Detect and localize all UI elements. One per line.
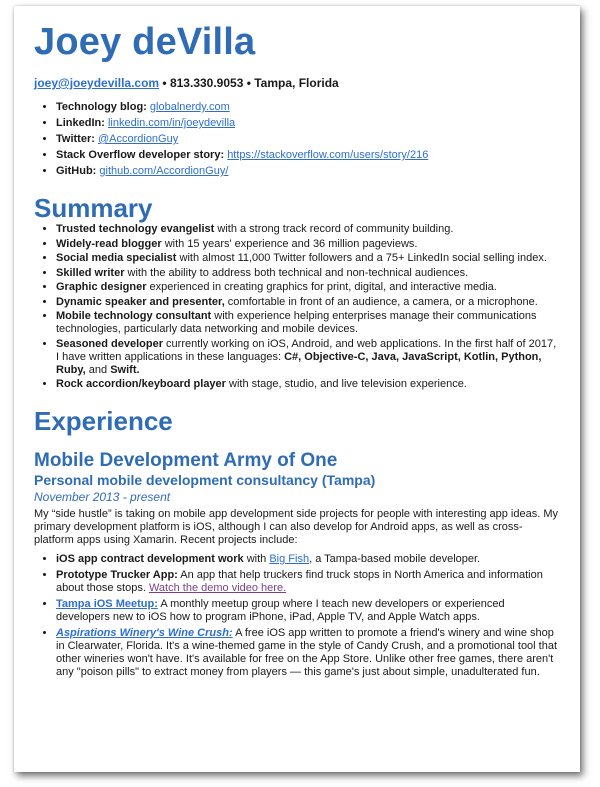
project-item: • Tampa iOS Meetup: A monthly meetup group where I teach new developers or experienced developers new to iOS how to program iPhone, iPad, Apple TV, and Apple Watch apps. <box>56 598 560 624</box>
summary-heading: Summary <box>34 193 153 223</box>
stackoverflow-link[interactable]: https://stackoverflow.com/users/story/216 <box>227 149 429 161</box>
blog-link[interactable]: globalnerdy.com <box>149 101 230 113</box>
github-link[interactable]: github.com/AccordionGuy/ <box>99 165 229 177</box>
email-link[interactable]: joey@joeydevilla.com <box>34 76 160 90</box>
summary-item: • Skilled writer with the ability to address both technical and non-technical audiences. <box>56 267 560 280</box>
job-subtitle: Personal mobile development consultancy (Tampa) <box>34 472 376 488</box>
resume-name: Joey deVilla <box>34 21 256 63</box>
contact-line <box>34 76 560 91</box>
summary-item: • Graphic designer experienced in creating graphics for print, digital, and interactive media. <box>56 281 560 294</box>
job-title: Mobile Development Army of One <box>34 450 338 471</box>
resume-page <box>14 6 580 772</box>
job-intro: My “side hustle” is taking on mobile app development side projects for people with interesting app ideas. My primary development platform is iOS, although I can also develop for Android apps, as well as cross-platform apps using Xamarin. Recent projects include: <box>34 508 558 546</box>
link-item-linkedin: • LinkedIn: linkedin.com/in/joeydevilla <box>56 117 560 130</box>
profile-links <box>34 101 560 178</box>
link-item-blog: • Technology blog: globalnerdy.com <box>56 101 560 114</box>
summary-item: • Social media specialist with almost 11,000 Twitter followers and a 75+ LinkedIn social selling index. <box>56 252 560 265</box>
wine-crush-link[interactable]: Aspirations Winery's Wine Crush: <box>56 627 233 639</box>
link-item-github: • GitHub: github.com/AccordionGuy/ <box>56 165 560 178</box>
experience-heading: Experience <box>34 406 173 436</box>
project-item: • Prototype Trucker App: An app that help truckers find truck stops in North America and information about those stops. Watch the demo video here. <box>56 569 560 595</box>
summary-item-developer: • Seasoned developer currently working on iOS, Android, and web applications. In the first half of 2017, I have written applications in these languages: C#, Objective-C, Java, JavaScript, Kotlin, Python, Ruby, and Swift. <box>56 338 560 377</box>
summary-item: • Rock accordion/keyboard player with stage, studio, and live television experience. <box>56 378 560 391</box>
tampa-ios-meetup-link[interactable]: Tampa iOS Meetup: <box>56 598 158 610</box>
projects-list <box>34 553 560 679</box>
phone-location: • 813.330.9053 • Tampa, Florida <box>159 76 339 90</box>
summary-list <box>34 223 560 391</box>
project-item: • Aspirations Winery's Wine Crush: A free iOS app written to promote a friend's winery and wine shop in Clearwater, Florida. It's a wine-themed game in the style of Candy Crush, and a promotional tool that other wineries won't have. It's available for free on the App Store. Unlike other free games, there aren't any "poison pills" to extract money from players — this game's just about simple, unadulterated fun. <box>56 627 560 679</box>
summary-item: • Mobile technology consultant with experience helping enterprises manage their communications technologies, particularly data networking and mobile devices. <box>56 310 560 336</box>
job-dates: November 2013 - present <box>34 490 171 504</box>
big-fish-link[interactable]: Big Fish <box>269 553 310 565</box>
link-item-stackoverflow: • Stack Overflow developer story: https://stackoverflow.com/users/story/216 <box>56 149 560 162</box>
summary-item: • Dynamic speaker and presenter, comfortable in front of an audience, a camera, or a microphone. <box>56 296 560 309</box>
twitter-link[interactable]: @AccordionGuy <box>97 133 179 145</box>
demo-video-link[interactable]: Watch the demo video here. <box>148 582 287 594</box>
linkedin-link[interactable]: linkedin.com/in/joeydevilla <box>107 117 236 129</box>
summary-item: • Widely-read blogger with 15 years' experience and 36 million pageviews. <box>56 238 560 251</box>
project-item: • iOS app contract development work with Big Fish, a Tampa-based mobile developer. <box>56 553 560 566</box>
link-item-twitter: • Twitter: @AccordionGuy <box>56 133 560 146</box>
summary-item: • Trusted technology evangelist with a strong track record of community building. <box>56 223 560 236</box>
